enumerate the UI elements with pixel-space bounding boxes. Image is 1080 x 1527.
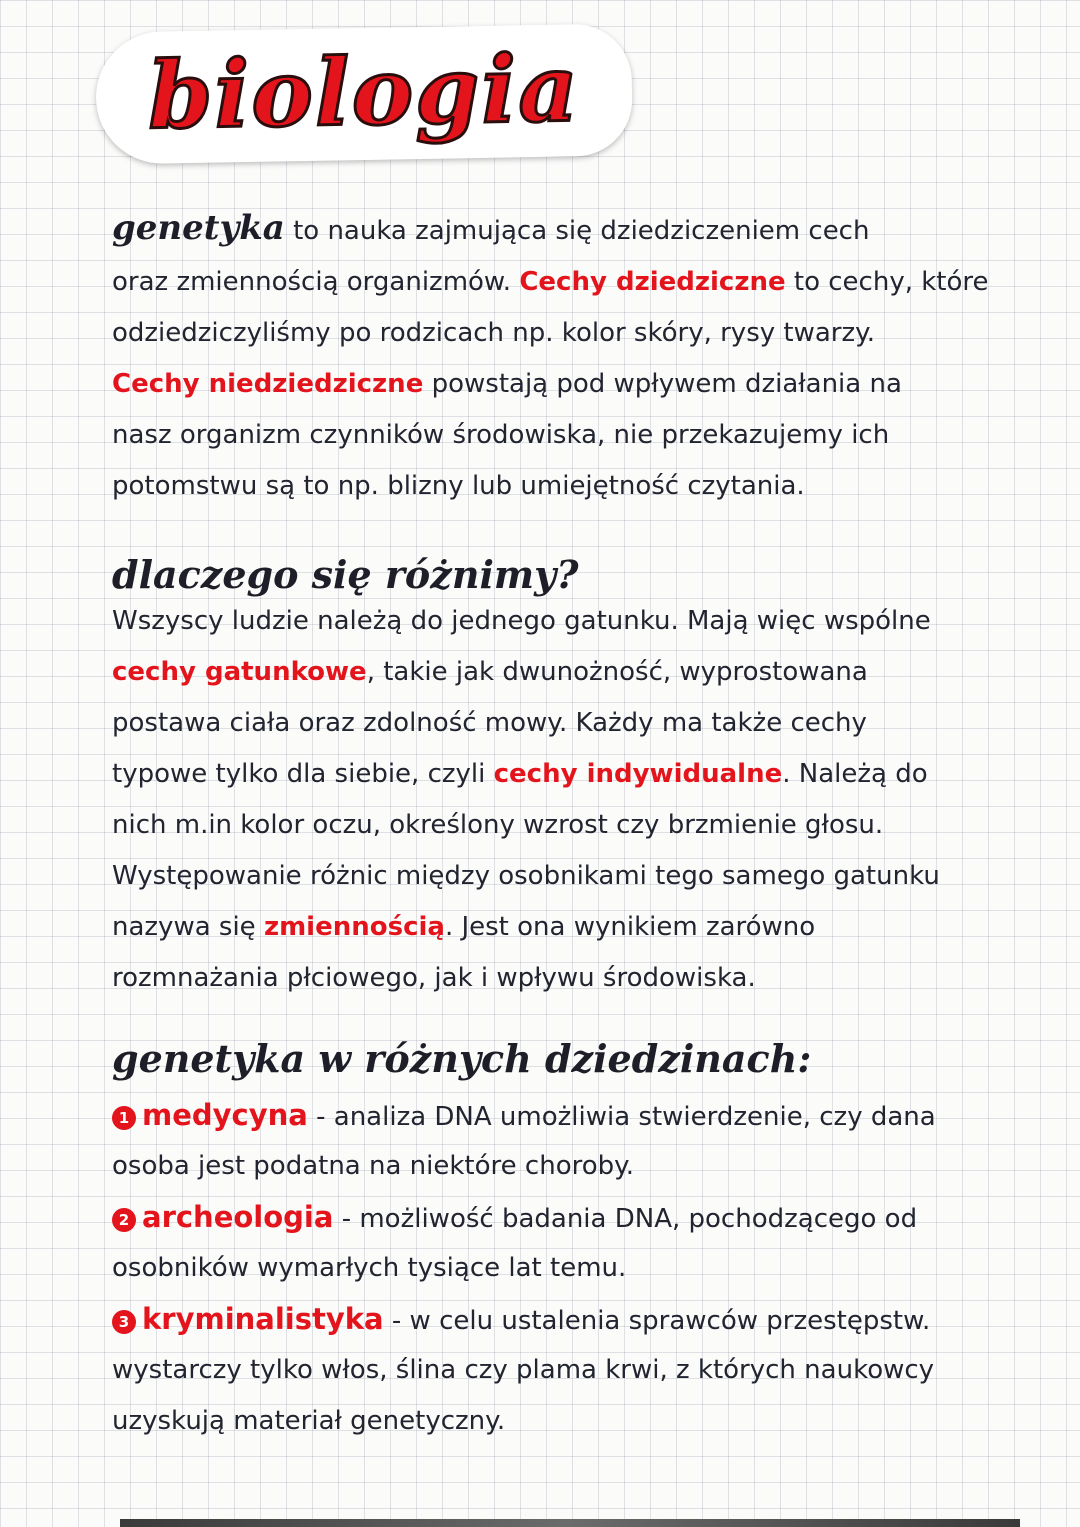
text-line: nasz organizm czynników środowiska, nie przekazujemy ich	[112, 420, 890, 450]
text-line: wystarczy tylko włos, ślina czy plama krwi, z których naukowcy	[112, 1355, 935, 1385]
title-sticker	[95, 23, 633, 164]
text-line: osobników wymarłych tysiące lat temu.	[112, 1253, 627, 1283]
text-line: nazywa się zmiennością. Jest ona wynikiem zarówno	[112, 912, 816, 942]
text-line: postawa ciała oraz zdolność mowy. Każdy ma także cechy	[112, 708, 867, 738]
number-badge: 3	[112, 1310, 136, 1334]
term-cechy-dziedziczne: Cechy dziedziczne	[519, 267, 786, 297]
page-title: biologia	[147, 34, 581, 150]
intro-paragraph	[112, 206, 1022, 512]
term-kryminalistyka: kryminalistyka	[142, 1302, 384, 1336]
section3-list	[112, 1090, 1022, 1447]
text-line: genetyka to nauka zajmująca się dziedziczeniem cech	[112, 208, 870, 248]
list-item-medycyna: 1 medycyna - analiza DNA umożliwia stwierdzenie, czy dana	[112, 1090, 1022, 1141]
text-line: potomstwu są to np. blizny lub umiejętność czytania.	[112, 471, 805, 501]
term-cechy-gatunkowe: cechy gatunkowe	[112, 657, 367, 687]
text-line: osoba jest podatna na niektóre choroby.	[112, 1151, 635, 1181]
text-line: cechy gatunkowe, takie jak dwunożność, wyprostowana	[112, 657, 868, 687]
term-medycyna: medycyna	[142, 1098, 308, 1132]
number-badge: 1	[112, 1106, 136, 1130]
section-heading-dziedziny: genetyka w różnych dziedzinach:	[112, 1036, 812, 1081]
text-line: Cechy niedziedziczne powstają pod wpływem działania na	[112, 369, 902, 399]
term-zmiennosc: zmiennością	[263, 912, 445, 942]
section2-paragraph	[112, 596, 1022, 1004]
text-line: nich m.in kolor oczu, określony wzrost czy brzmienie głosu.	[112, 810, 884, 840]
term-genetyka: genetyka	[112, 208, 285, 248]
list-item-kryminalistyka: 3 kryminalistyka - w celu ustalenia sprawców przestępstw.	[112, 1294, 1022, 1345]
text-line: Wszyscy ludzie należą do jednego gatunku. Mają więc wspólne	[112, 606, 931, 636]
term-archeologia: archeologia	[142, 1200, 334, 1234]
term-cechy-niedziedziczne: Cechy niedziedziczne	[112, 369, 424, 399]
number-badge: 2	[112, 1208, 136, 1232]
term-cechy-indywidualne: cechy indywidualne	[493, 759, 783, 789]
text-line: rozmnażania płciowego, jak i wpływu środowiska.	[112, 963, 756, 993]
text-line: odziedziczyliśmy po rodzicach np. kolor skóry, rysy twarzy.	[112, 318, 876, 348]
list-item-archeologia: 2 archeologia - możliwość badania DNA, pochodzącego od	[112, 1192, 1022, 1243]
text-line: oraz zmiennością organizmów. Cechy dziedziczne to cechy, które	[112, 267, 989, 297]
page-bottom-edge	[120, 1519, 1020, 1527]
text-line: typowe tylko dla siebie, czyli cechy indywidualne. Należą do	[112, 759, 928, 789]
section-heading-dlaczego: dlaczego się różnimy?	[112, 552, 579, 597]
text-line: Występowanie różnic między osobnikami tego samego gatunku	[112, 861, 940, 891]
text-line: uzyskują materiał genetyczny.	[112, 1406, 506, 1436]
